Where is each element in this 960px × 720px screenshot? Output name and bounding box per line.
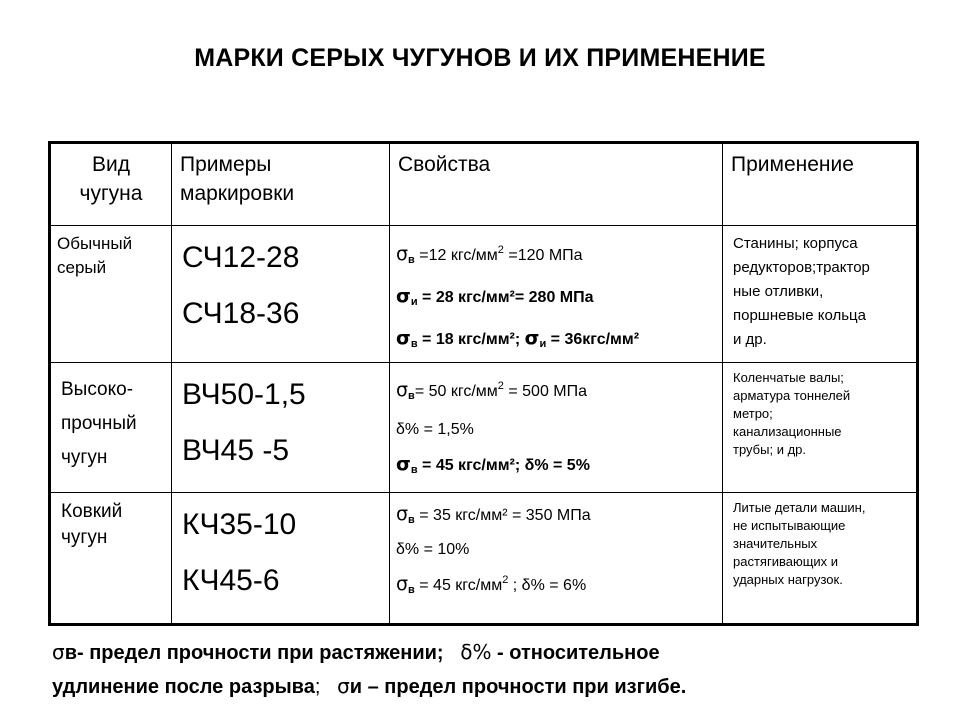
application-cell: Литые детали машин, не испытывающие значительных растягивающих и ударных нагрузок. xyxy=(723,493,918,625)
header-type: Вид чугуна xyxy=(50,143,172,226)
table-row xyxy=(50,226,918,363)
application-cell: Коленчатые валы; арматура тоннелей метро; канализационные трубы; и др. xyxy=(723,363,918,493)
footnote-line-2: удлинение после разрыва; σи – предел прочности при изгибе. xyxy=(52,674,687,698)
property-line: $\sigma_в =12$ кгс/$мм^2 =120$ МПа xyxy=(396,243,583,266)
properties-cell xyxy=(390,363,723,493)
property-line: $\sigma_в = 45$ кгс/мм²; δ% = 5% xyxy=(396,453,590,476)
cast-iron-grades-table xyxy=(48,141,919,626)
application-cell: Станины; корпуса редукторов;трактор ные отливки, поршневые кольца и др. xyxy=(723,226,918,363)
properties-cell xyxy=(390,493,723,625)
iron-type-cell: Высоко- прочный чугун xyxy=(50,363,172,493)
marks-cell: КЧ35-10 КЧ45-6 xyxy=(172,493,390,625)
marks-cell: СЧ12-28 СЧ18-36 xyxy=(172,226,390,363)
marks-cell: ВЧ50-1,5 ВЧ45 -5 xyxy=(172,363,390,493)
iron-type-cell: Обычный серый xyxy=(50,226,172,363)
property-line: $\sigma_и = 28$ кгс/мм²= 280 МПа xyxy=(396,285,594,308)
iron-type-cell: Ковкий чугун xyxy=(50,493,172,625)
property-line: δ% = 1,5% xyxy=(396,421,474,438)
header-marks: Примеры маркировки xyxy=(172,143,390,226)
footnote-line-1: σв- предел прочности при растяжении; δ% - относительное xyxy=(52,640,660,664)
legend-footnote xyxy=(52,636,932,704)
header-properties: Свойства xyxy=(390,143,723,226)
table-row xyxy=(50,363,918,493)
property-line: $\sigma_в= 50$ кгс/$мм^2 = 500$ МПа xyxy=(396,379,588,402)
properties-cell xyxy=(390,226,723,363)
property-line: δ% = 10% xyxy=(396,541,470,558)
property-line: $\sigma_в = 18$ кгс/мм²; $\sigma_и = 36кгс/мм^2$ xyxy=(396,327,640,350)
property-line: $\sigma_в = 45$ кгс/$мм^2$ ; δ% = 6% xyxy=(396,573,587,596)
header-application: Применение xyxy=(723,143,918,226)
page-title: МАРКИ СЕРЫХ ЧУГУНОВ И ИХ ПРИМЕНЕНИЕ xyxy=(194,44,766,72)
table-row xyxy=(50,493,918,625)
table-header-row xyxy=(50,143,918,226)
property-line: $\sigma_в = 35$ кгс/мм² = 350 МПа xyxy=(396,503,591,526)
